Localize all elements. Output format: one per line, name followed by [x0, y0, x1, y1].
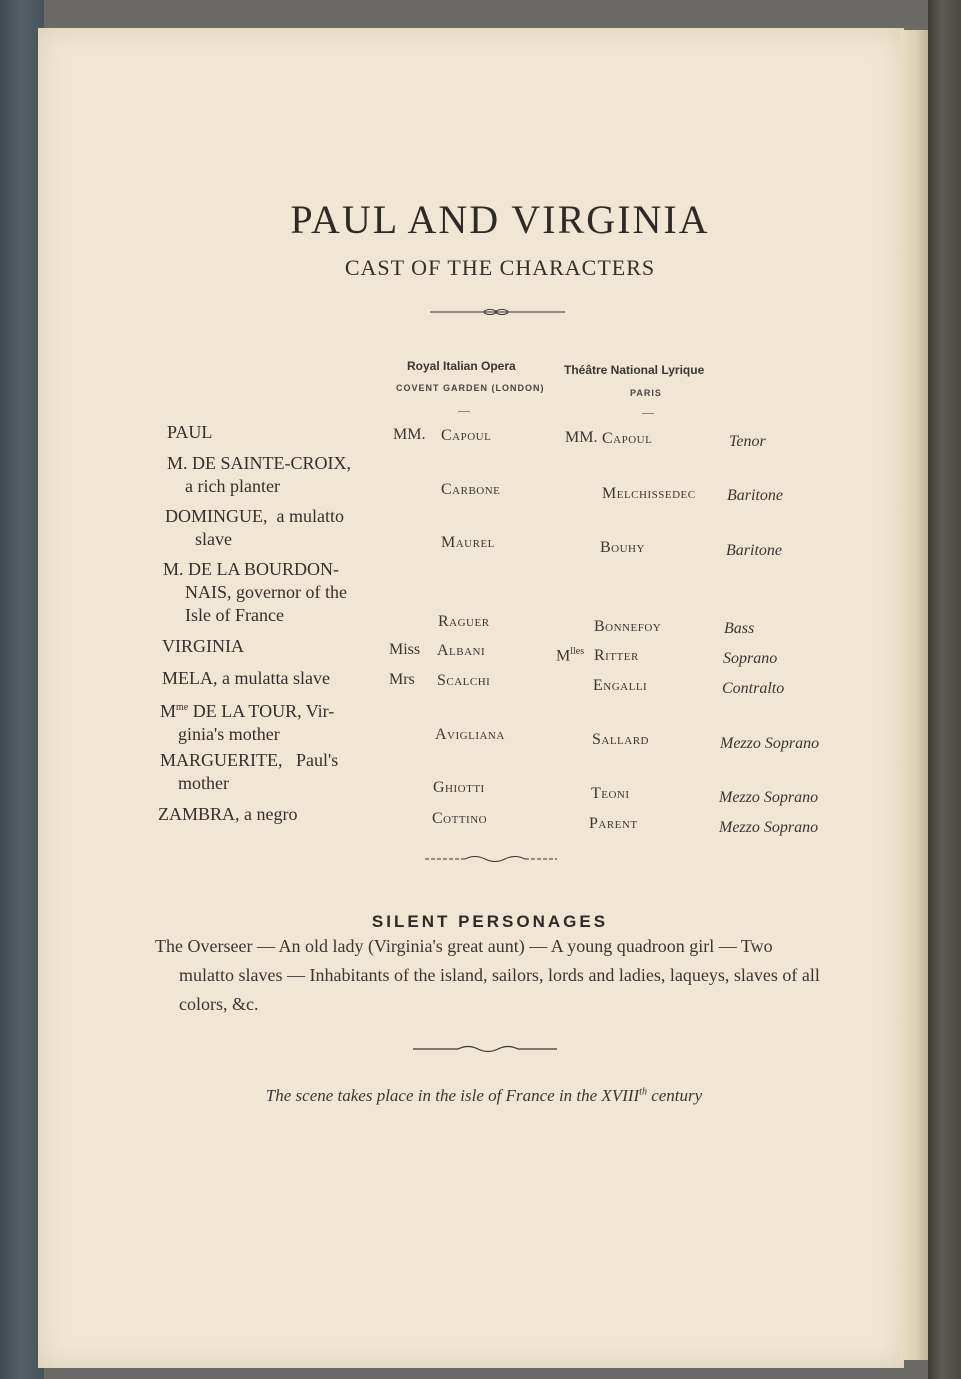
voice-type: Baritone	[726, 542, 782, 559]
london-prefix: Mrs	[389, 671, 415, 688]
ornament-divider	[413, 1044, 557, 1054]
voice-type: Baritone	[727, 487, 783, 504]
silent-personages-body: The Overseer — An old lady (Virginia's great aunt) — A young quadroon girl — Two mulatto slaves — Inhabitants of the island, sailors, lords and ladies, laqueys, slaves of all colors, &c.	[155, 936, 820, 1014]
scene-note: The scene takes place in the isle of France in the XVIIIth century	[265, 1086, 703, 1105]
london-prefix: MM.	[393, 426, 426, 443]
london-singer: Albani	[437, 642, 486, 659]
london-singer: Cottino	[432, 810, 488, 827]
voice-type: Contralto	[722, 680, 785, 697]
paris-singer: Bonnefoy	[594, 618, 662, 635]
role-paul: PAUL	[167, 422, 213, 442]
london-singer: Raguer	[438, 613, 490, 630]
london-singer: Carbone	[441, 481, 501, 498]
paris-singer: Engalli	[593, 677, 648, 694]
paris-singer: Melchissedec	[602, 485, 696, 502]
page-title: PAUL AND VIRGINIA	[290, 197, 710, 242]
london-singer: Scalchi	[437, 672, 491, 689]
paris-prefix: MM.	[565, 429, 598, 446]
paris-singer: Capoul	[602, 430, 653, 447]
theatre-london-name: Royal Italian Opera	[407, 359, 516, 373]
role-marguerite: MARGUERITE, Paul's mother	[160, 750, 339, 793]
paris-singer: Sallard	[592, 731, 650, 748]
paris-singer: Teoni	[591, 785, 630, 802]
voice-type: Tenor	[729, 433, 766, 450]
paris-singer: Parent	[589, 815, 638, 832]
role-zambra: ZAMBRA, a negro	[158, 804, 298, 824]
paris-prefix: $M^{lles}$	[556, 646, 585, 665]
role-virginia: VIRGINIA	[162, 636, 244, 656]
london-singer: Maurel	[441, 534, 495, 551]
theatre-london-dash: —	[458, 403, 470, 417]
theatre-london-location: COVENT GARDEN (LONDON)	[396, 383, 545, 393]
theatre-paris-dash: —	[642, 405, 654, 419]
role-de-la-tour: $M^{me}$ DE LA TOUR, Vir- ginia's mother	[160, 701, 335, 744]
silent-personages-text	[155, 932, 820, 1019]
ornament-divider	[430, 307, 565, 317]
voice-type: Mezzo Soprano	[719, 789, 819, 806]
theatre-paris-name: Théâtre National Lyrique	[564, 363, 705, 377]
voice-type: Mezzo Soprano	[719, 819, 819, 836]
london-prefix: Miss	[389, 641, 421, 658]
paris-singer: Bouhy	[600, 539, 645, 556]
london-singer: Ghiotti	[433, 779, 485, 796]
role-mela: MELA, a mulatta slave	[162, 668, 330, 688]
silent-personages-title: SILENT PERSONAGES	[371, 912, 609, 931]
london-singer: Avigliana	[435, 726, 505, 743]
voice-type: Mezzo Soprano	[720, 735, 820, 752]
voice-type: Soprano	[723, 650, 778, 667]
ornament-divider	[425, 854, 557, 864]
page-subtitle: CAST OF THE CHARACTERS	[344, 255, 656, 280]
role-domingue: DOMINGUE, a mulatto slave	[165, 506, 344, 549]
theatre-paris-location: PARIS	[630, 388, 662, 398]
role-sainte-croix: M. DE SAINTE-CROIX, a rich planter	[167, 453, 351, 496]
london-singer: Capoul	[441, 427, 492, 444]
voice-type: Bass	[724, 620, 755, 637]
role-bourdonnais: M. DE LA BOURDON- NAIS, governor of the Isle of France	[163, 559, 347, 625]
paris-singer: Ritter	[594, 647, 639, 664]
